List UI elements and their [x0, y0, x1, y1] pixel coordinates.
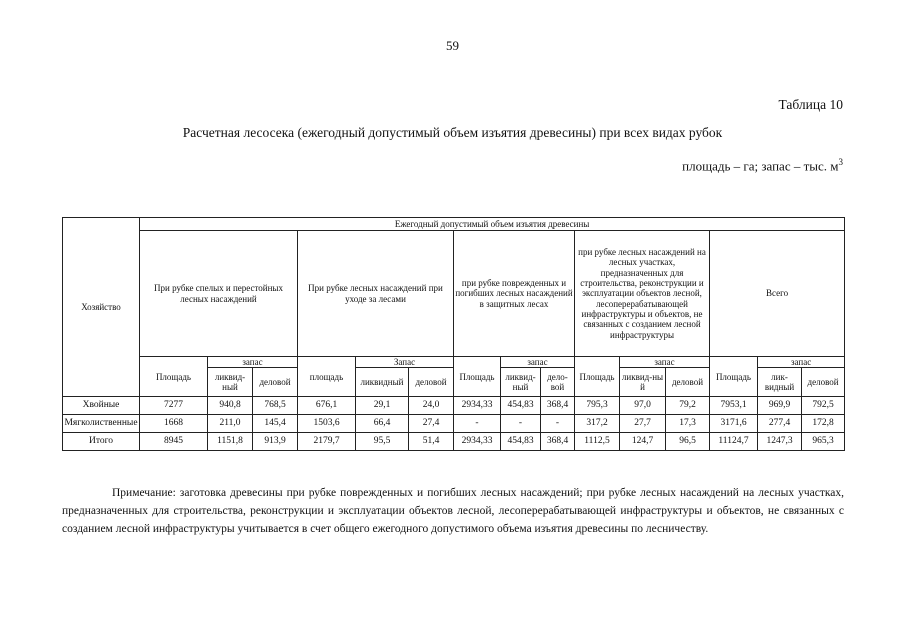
category-header: при рубке поврежденных и погибших лесных насаждений в защитных лесах	[454, 231, 575, 357]
table-cell: 1247,3	[758, 433, 802, 451]
row-label: Хвойные	[63, 397, 140, 415]
table-cell: 17,3	[666, 415, 710, 433]
liquid-header: ликвид-ны й	[620, 368, 666, 397]
zapas-header: запас	[208, 357, 298, 368]
category-header: При рубке спелых и перестойных лесных насаждений	[140, 231, 298, 357]
table-cell: 51,4	[409, 433, 454, 451]
table-cell: 768,5	[253, 397, 298, 415]
table-row	[63, 397, 845, 415]
table-cell: 3171,6	[710, 415, 758, 433]
area-header: площадь	[298, 357, 356, 397]
business-header: деловой	[409, 368, 454, 397]
table-cell: 2934,33	[454, 433, 501, 451]
table-cell: -	[501, 415, 541, 433]
business-header: дело-вой	[541, 368, 575, 397]
table-cell: 2934,33	[454, 397, 501, 415]
table-row	[63, 433, 845, 451]
table-cell: 940,8	[208, 397, 253, 415]
table-cell: 95,5	[356, 433, 409, 451]
table-cell: 969,9	[758, 397, 802, 415]
table-cell: 368,4	[541, 433, 575, 451]
table-cell: 1668	[140, 415, 208, 433]
table-cell: 11124,7	[710, 433, 758, 451]
category-header: При рубке лесных насаждений при уходе за лесами	[298, 231, 454, 357]
table-cell: 454,83	[501, 397, 541, 415]
table-cell: 27,4	[409, 415, 454, 433]
table-cell: 172,8	[802, 415, 845, 433]
category-header: Всего	[710, 231, 845, 357]
table-cell: -	[541, 415, 575, 433]
liquid-header: ликвид-ный	[501, 368, 541, 397]
category-header: при рубке лесных насаждений на лесных участках, предназначенных для строительства, реконструкции и эксплуатации объектов лесной, лесоперерабатывающей инфраструктуры и объектов, не связанных с созданием лесной инфраструктуры	[575, 231, 710, 357]
table-cell: 913,9	[253, 433, 298, 451]
area-header: Площадь	[710, 357, 758, 397]
table-cell: 96,5	[666, 433, 710, 451]
table-cell: 1112,5	[575, 433, 620, 451]
row-label: Мягколиственные	[63, 415, 140, 433]
zapas-header: запас	[620, 357, 710, 368]
table-cell: 79,2	[666, 397, 710, 415]
units-superscript: 3	[838, 157, 843, 167]
area-header: Площадь	[454, 357, 501, 397]
farm-header: Хозяйство	[63, 218, 140, 397]
table-cell: 676,1	[298, 397, 356, 415]
table-cell: 97,0	[620, 397, 666, 415]
business-header: деловой	[666, 368, 710, 397]
row-label: Итого	[63, 433, 140, 451]
table-label: Таблица 10	[778, 97, 843, 112]
table-title: Расчетная лесосека (ежегодный допустимый объем изъятия древесины) при всех видах рубок	[182, 125, 723, 140]
table-cell: 145,4	[253, 415, 298, 433]
table-cell: 7953,1	[710, 397, 758, 415]
liquid-header: ликвидный	[356, 368, 409, 397]
zapas-header: Запас	[356, 357, 454, 368]
area-header: Площадь	[575, 357, 620, 397]
units-text: площадь – га; запас – тыс. м	[682, 158, 839, 174]
table-cell: 29,1	[356, 397, 409, 415]
units-line	[682, 157, 843, 174]
liquid-header: лик-видный	[758, 368, 802, 397]
liquid-header: ликвид-ный	[208, 368, 253, 397]
page-number: 59	[446, 38, 459, 53]
zapas-header: запас	[501, 357, 575, 368]
table-cell: 66,4	[356, 415, 409, 433]
table-cell: 211,0	[208, 415, 253, 433]
table-cell: 27,7	[620, 415, 666, 433]
table-cell: 1503,6	[298, 415, 356, 433]
table-cell: 277,4	[758, 415, 802, 433]
table-cell: 795,3	[575, 397, 620, 415]
table-cell: 317,2	[575, 415, 620, 433]
table-cell: 24,0	[409, 397, 454, 415]
table-cell: 2179,7	[298, 433, 356, 451]
zapas-header: запас	[758, 357, 845, 368]
table-cell: 7277	[140, 397, 208, 415]
felling-table	[62, 217, 845, 451]
table-cell: -	[454, 415, 501, 433]
area-header: Площадь	[140, 357, 208, 397]
table-cell: 8945	[140, 433, 208, 451]
group-header: Ежегодный допустимый объем изъятия древесины	[140, 218, 845, 231]
table-cell: 1151,8	[208, 433, 253, 451]
business-header: деловой	[253, 368, 298, 397]
business-header: деловой	[802, 368, 845, 397]
footnote: Примечание: заготовка древесины при рубке поврежденных и погибших лесных насаждений; при рубке лесных насаждений на лесных участках, предназначенных для строительства, реконструкции и эксплуатации объектов лесной, лесоперерабатывающей инфраструктуры и объектов, не связанных с созданием лесной инфраструктуры учитывается в счет общего ежегодного допустимого объема изъятия древесины по лесничеству.	[62, 487, 844, 535]
table-cell: 368,4	[541, 397, 575, 415]
table-cell: 454,83	[501, 433, 541, 451]
table-row	[63, 415, 845, 433]
table-cell: 965,3	[802, 433, 845, 451]
table-cell: 124,7	[620, 433, 666, 451]
table-cell: 792,5	[802, 397, 845, 415]
